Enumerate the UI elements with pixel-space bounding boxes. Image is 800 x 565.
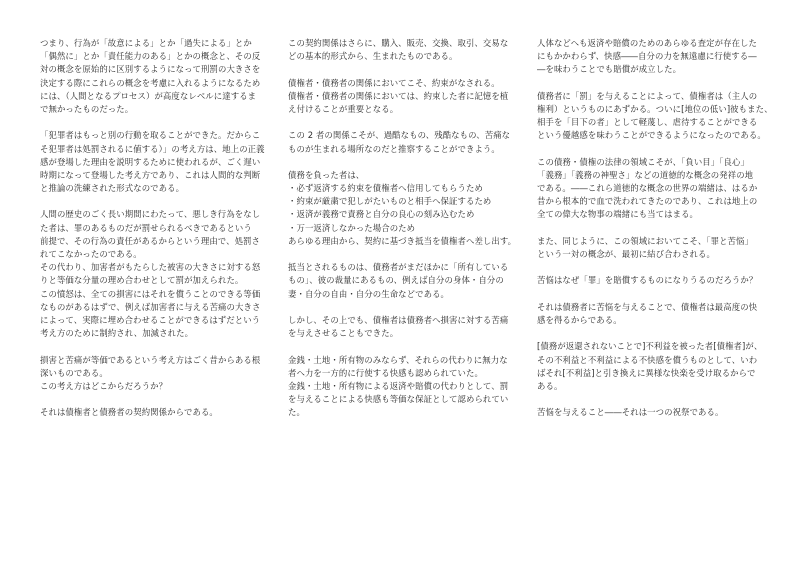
text-line: た者は、罪のあるものだが罰せられるべきであるという: [40, 222, 252, 233]
text-column-2: [288, 37, 526, 419]
text-line: 「犯罪者はもっと別の行動を取ることができた。だからこ: [40, 130, 261, 141]
text-line: によって、実際に埋め合わせることができるはずだという: [40, 314, 261, 325]
text-line: にもかかわらず、快感――自分の力を無遠慮に行使する―: [537, 51, 757, 62]
paragraph-break: [537, 222, 775, 235]
text-line: つまり、行為が「故意による」とか「過失による」とか: [40, 38, 252, 48]
paragraph-break: [288, 301, 526, 314]
paragraph-break: [288, 156, 526, 169]
text-line: りと等価な分量の理め合わせとして罰が加えられた。: [40, 275, 244, 286]
paragraph-break: [288, 63, 526, 76]
text-line: 債権者・債務者の関係においては、約束した者に記憶を植: [288, 90, 509, 101]
text-line: それは債務者に苦悩を与えることで、債権者は最高度の快: [537, 301, 758, 312]
text-line: という一対の概念が、最初に結び合わされる。: [537, 249, 715, 259]
text-line: 昔から根本的で血で洗われてきたのであり、これは地上の: [537, 196, 758, 207]
paragraph-break: [40, 340, 280, 353]
text-line: 妻・自分の自由・自分の生命などである。: [288, 288, 450, 299]
paragraph-break: [40, 393, 280, 406]
text-line: この憤怒は、全ての損害にはそれを償うことのできる等価: [40, 288, 261, 299]
text-line: え付けることが重要となる。: [288, 103, 399, 114]
text-line: 考え方のために制約され、加減された。: [40, 328, 194, 339]
text-line: である。――これら道徳的な概念の世界の端緒は、はるか: [537, 183, 758, 194]
text-line: ・必ず返済する約束を債権者へ信用してもらうため: [288, 183, 483, 194]
text-line: 相手を「目下の者」として軽蔑し、虐待することができる: [537, 117, 758, 128]
text-line: 全ての偉大な物事の端緒にも当てはまる。: [537, 209, 699, 220]
text-line: 損害と苦痛が等価であるという考え方はごく昔からある根: [40, 354, 261, 365]
paragraph-break: [288, 340, 526, 353]
paragraph-break: [40, 116, 280, 129]
text-line: 感が登場した理由を説明するために使われるが、ごく遅い: [40, 156, 261, 167]
text-line: 債務者に「罰」を与えることによって、債権者は（主人の: [537, 90, 758, 101]
text-line: もの」、彼の裁量にあるもの、例えば自分の身体・自分の: [288, 275, 504, 286]
text-column-1: [40, 37, 280, 419]
text-line: [債務が返還されないことで]不利益を被った者[債権者]が、: [537, 341, 763, 352]
paragraph-break: [288, 248, 526, 261]
text-line: この 2 者の関係こそが、過酷なもの、残酷なもの、苦痛な: [288, 130, 511, 141]
text-line: には、（人間となるプロセス）が高度なレベルに達するま: [40, 90, 257, 101]
paragraph-break: [40, 195, 280, 208]
text-line: 深いものである。: [40, 367, 108, 378]
text-line: という優越感を味わうことができるようになったのである。: [537, 130, 766, 141]
text-line: この債務・債権の法律の領域こそが、「負い目」「良心」: [537, 156, 749, 167]
text-line: 権利）というものにあずかる。ついに[地位の低い]彼もまた、: [537, 103, 773, 114]
text-line: 者へ力を一方的に行使する快感も認められていた。: [288, 367, 483, 378]
text-line: そ犯罪者は処罰されるに値する）」の考え方は、地上の正義: [40, 143, 265, 154]
text-line: ものが生まれる場所なのだと推察することができよう。: [288, 143, 500, 154]
text-line: ある。: [537, 380, 563, 391]
text-line: 「偶然に」とか「責任能力のある」とかの概念と、その反: [40, 51, 261, 62]
text-line: を与えさせることもできた。: [288, 328, 399, 339]
text-line: 債権者・債務者の関係においてこそ、約束がなされる。: [288, 77, 500, 88]
text-line: 決定する際にこれらの概念を考慮に入れるようになるため: [40, 77, 261, 88]
text-line: 債務を負った者は、: [288, 169, 365, 180]
text-line: 人体などへも返済や賠償のためのあらゆる査定が存在した: [537, 38, 758, 48]
text-line: 対の概念を原始的に区別するようになって刑罰の大きさを: [40, 64, 261, 75]
text-line: その不利益と不利益による不快感を償うものとして、いわ: [537, 354, 758, 365]
text-line: 時期になって登場した考え方であり、これは人間的な判断: [40, 169, 261, 180]
paragraph-break: [537, 327, 775, 340]
text-line: この契約関係はさらに、購入、販売、交換、取引、交易な: [288, 38, 509, 48]
text-line: 「義務」「義務の神聖さ」などの道徳的な概念の発祥の地: [537, 169, 754, 180]
text-line: 苦悩を与えること――それは一つの祝祭である。: [537, 407, 724, 418]
text-line: ばそれ[不利益]と引き換えに異様な快楽を受け取るからで: [537, 367, 756, 378]
text-line: ―を味わうことでも賠償が成立した。: [537, 64, 682, 75]
text-line: ・返済が義務で責務と自分の良心の刻み込むため: [288, 209, 475, 220]
text-line: と推論の洗練された形式なのである。: [40, 183, 185, 194]
text-line: その代わり、加害者がもたらした被害の大きさに対する怒: [40, 262, 261, 273]
text-line: ・万一返済しなかった場合のため: [288, 222, 416, 233]
text-line: この考え方はどこからだろうか？: [40, 380, 168, 391]
paragraph-break: [537, 393, 775, 406]
paragraph-break: [288, 116, 526, 129]
text-line: それは債権者と債務者の契約関係からである。: [40, 407, 218, 418]
text-line: 苦悩はなぜ「罪」を賠償するものになりうるのだろうか？: [537, 275, 758, 286]
text-line: 感を得るからである。: [537, 314, 622, 325]
paragraph-break: [537, 288, 775, 301]
text-line: 抵当とされるものは、債務者がまだほかに「所有している: [288, 262, 509, 273]
text-line: なものがあるはずで、例えば加害者に与える苦痛の大きさ: [40, 301, 261, 312]
text-column-3: [537, 37, 775, 419]
text-line: 金銭・土地・所有物による返済や賠償の代わりとして、罰: [288, 380, 509, 391]
text-line: 人間の歴史のごく長い期間にわたって、悪しき行為をなし: [40, 209, 261, 220]
text-line: で無かったものだった。: [40, 103, 134, 114]
paragraph-break: [537, 143, 775, 156]
text-line: ・約束が厳粛で犯しがたいものと相手へ保証するため: [288, 196, 492, 207]
text-line: れてこなかったのである。: [40, 249, 142, 259]
text-line: を与えることによる快感も等価な保証として認められてい: [288, 394, 509, 405]
text-line: 前提で、その行為の責任があるからという理由で、処罰さ: [40, 235, 261, 246]
text-line: どの基本的形式から、生まれたものである。: [288, 51, 458, 62]
text-line: た。: [288, 407, 305, 418]
text-line: 金銭・土地・所有物のみならず、それらの代わりに無力な: [288, 354, 508, 365]
text-line: しかし、その上でも、債権者は債務者へ損害に対する苦痛: [288, 314, 509, 325]
text-line: あらゆる理由から、契約に基づき抵当を債権者へ差し出す。: [288, 235, 517, 246]
paragraph-break: [537, 261, 775, 274]
paragraph-break: [537, 77, 775, 90]
text-line: また、同じように、この領域においてこそ、「罪と苦悩」: [537, 235, 753, 246]
